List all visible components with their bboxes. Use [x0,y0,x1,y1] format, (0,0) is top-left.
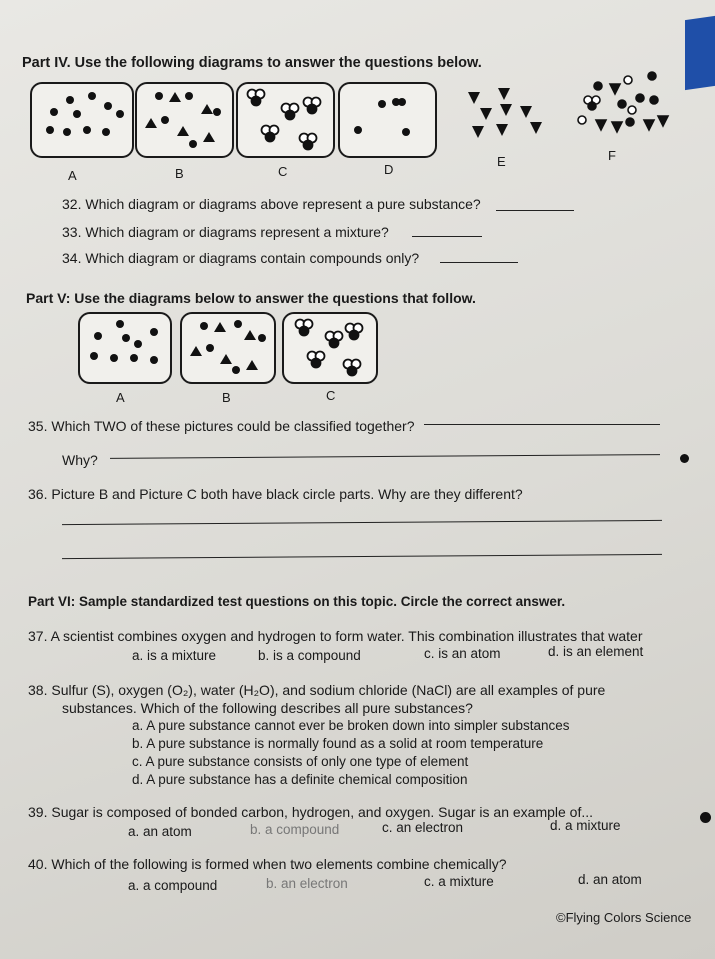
q39-choice-c[interactable]: c. an electron [382,820,464,835]
question-38-line2: substances. Which of the following describes all pure substances? [62,700,473,716]
diagram-e-box [440,82,556,154]
question-36: 36. Picture B and Picture C both have black circle parts. Why are they different? [28,486,523,502]
diagram-d-particles [340,84,435,156]
q38-choice-d[interactable]: d. A pure substance has a definite chemical composition [132,772,468,787]
diagram-label-d: D [384,162,394,177]
answer-line-35[interactable] [424,424,660,425]
diagram-a-particles [32,84,132,156]
question-35: 35. Which TWO of these pictures could be classified together? [28,418,415,434]
diagram-f-box [562,64,692,156]
diagram-b-particles [137,84,232,156]
answer-line-33[interactable] [412,236,482,237]
q37-choice-c[interactable]: c. is an atom [424,646,501,661]
q37-choice-a[interactable]: a. is a mixture [132,648,217,663]
part5-label-c: C [326,388,336,403]
part5-diagram-b-box [180,312,276,384]
footer-copyright: ©Flying Colors Science [556,910,692,925]
why-label: Why? [62,452,98,468]
part5-heading: Part V: Use the diagrams below to answer the questions that follow. [26,290,476,306]
diagram-e-particles [440,82,556,154]
part6-heading: Part VI: Sample standardized test questions on this topic. Circle the correct answer. [28,594,566,609]
question-39: 39. Sugar is composed of bonded carbon, hydrogen, and oxygen. Sugar is an example of... [28,804,594,820]
answer-line-36b[interactable] [62,554,662,559]
diagram-label-c: C [278,164,288,179]
q38-choice-b[interactable]: b. A pure substance is normally found as a solid at room temperature [132,736,544,751]
question-33: 33. Which diagram or diagrams represent a mixture? [62,224,389,240]
part5-diagram-c-box [282,312,378,384]
diagram-label-e: E [497,154,506,169]
q40-choice-b[interactable]: b. an electron [266,876,348,891]
question-37: 37. A scientist combines oxygen and hydrogen to form water. This combination illustrates that water [28,628,643,644]
diagram-c-particles [238,84,333,156]
q38-choice-c[interactable]: c. A pure substance consists of only one type of element [132,754,469,769]
part5-label-a: A [116,390,125,405]
part5-diagram-b-particles [182,314,274,382]
q39-choice-d[interactable]: d. a mixture [550,818,621,833]
question-38-line1: 38. Sulfur (S), oxygen (O₂), water (H₂O), and sodium chloride (NaCl) are all examples of pure [28,682,606,698]
q40-choice-d[interactable]: d. an atom [578,872,642,887]
diagram-f-particles [562,64,692,156]
part5-diagram-a-box [78,312,172,384]
q37-choice-b[interactable]: b. is a compound [258,648,361,663]
part5-diagram-c-particles [284,314,376,382]
answer-line-32[interactable] [496,210,574,211]
diagram-label-a: A [68,168,77,183]
diagram-b-box [135,82,234,158]
diagram-a-box [30,82,134,158]
q38-choice-a[interactable]: a. A pure substance cannot ever be broken down into simpler substances [132,718,570,733]
answer-line-34[interactable] [440,262,518,263]
diagram-d-box [338,82,437,158]
diagram-label-b: B [175,166,184,181]
diagram-c-box [236,82,335,158]
answer-line-why[interactable] [110,454,660,459]
diagram-label-f: F [608,148,616,163]
background-dot [700,812,711,823]
q40-choice-a[interactable]: a. a compound [128,878,218,893]
question-34: 34. Which diagram or diagrams contain compounds only? [62,250,420,266]
question-32: 32. Which diagram or diagrams above represent a pure substance? [62,196,481,212]
answer-line-36a[interactable] [62,520,662,525]
q40-choice-c[interactable]: c. a mixture [424,874,494,889]
part5-diagram-a-particles [80,314,170,382]
background-dot [680,454,689,463]
q39-choice-b[interactable]: b. a compound [250,822,340,837]
q37-choice-d[interactable]: d. is an element [548,644,644,659]
part4-heading: Part IV. Use the following diagrams to answer the questions below. [22,55,482,71]
question-40: 40. Which of the following is formed when two elements combine chemically? [28,856,507,872]
part5-label-b: B [222,390,231,405]
q39-choice-a[interactable]: a. an atom [128,824,192,839]
